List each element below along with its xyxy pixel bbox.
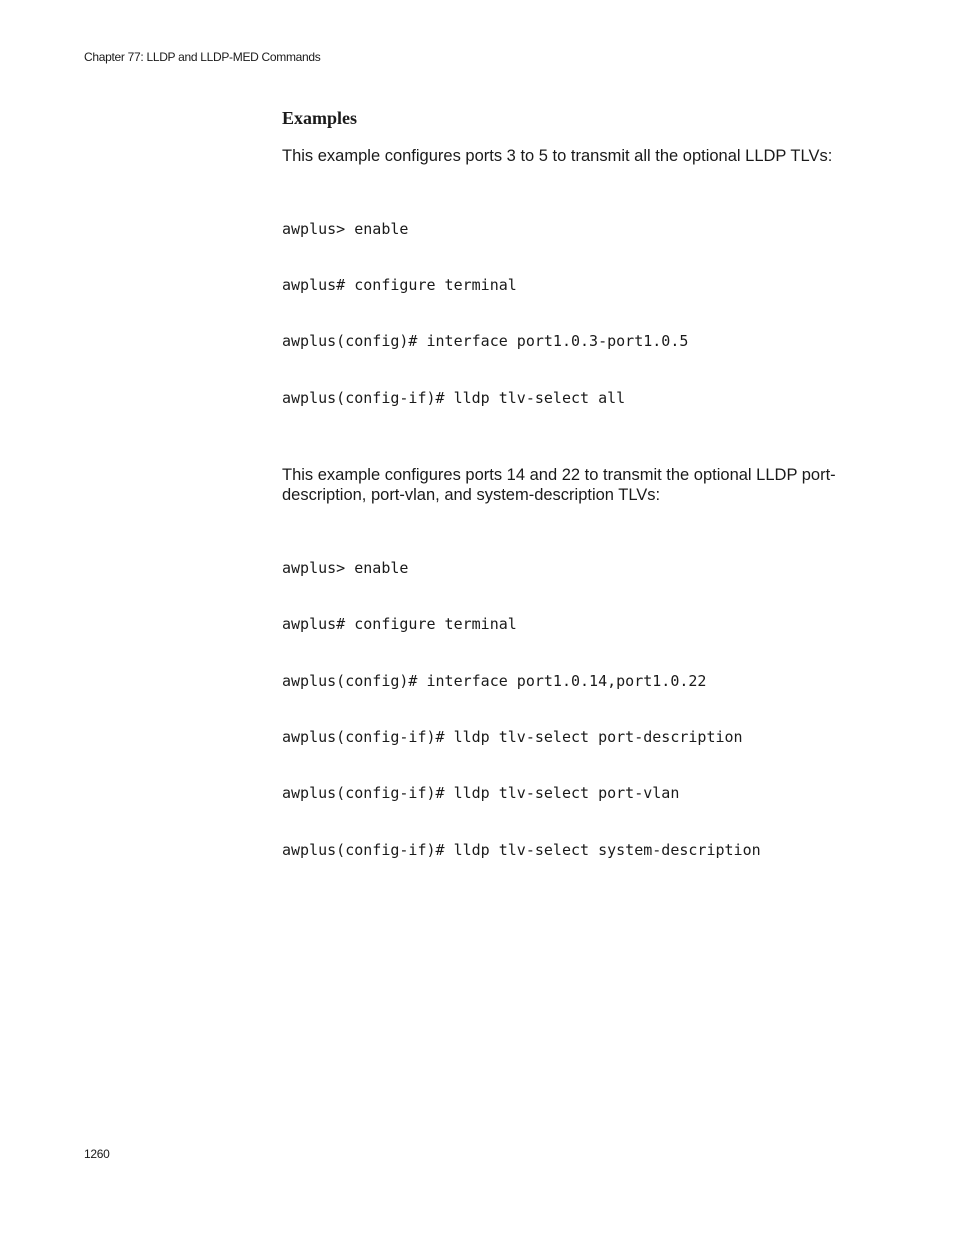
code-line: awplus# configure terminal: [282, 615, 517, 634]
code-line: awplus# configure terminal: [282, 275, 517, 294]
code-line: awplus(config-if)# lldp tlv-select all: [282, 388, 626, 407]
main-content: [282, 108, 842, 917]
example2-description: This example configures ports 14 and 22 to transmit the optional LLDP port-description, port-vlan, and system-description TLVs:: [282, 466, 836, 505]
code-line: awplus(config-if)# lldp tlv-select system-description: [282, 840, 761, 859]
example2-code-block: [282, 521, 842, 897]
example1-description: This example configures ports 3 to 5 to transmit all the optional LLDP TLVs:: [282, 147, 833, 165]
code-line: awplus(config-if)# lldp tlv-select port-vlan: [282, 784, 680, 803]
example1-code-block: [282, 182, 842, 445]
section-title: Examples: [282, 108, 358, 128]
code-line: awplus(config)# interface port1.0.3-port1.0.5: [282, 332, 689, 351]
code-line: awplus(config-if)# lldp tlv-select port-description: [282, 727, 743, 746]
code-line: awplus> enable: [282, 558, 409, 577]
code-line: awplus(config)# interface port1.0.14,port1.0.22: [282, 671, 707, 690]
chapter-header: Chapter 77: LLDP and LLDP-MED Commands: [84, 50, 321, 64]
page-number: 1260: [84, 1147, 110, 1161]
code-line: awplus> enable: [282, 219, 409, 238]
